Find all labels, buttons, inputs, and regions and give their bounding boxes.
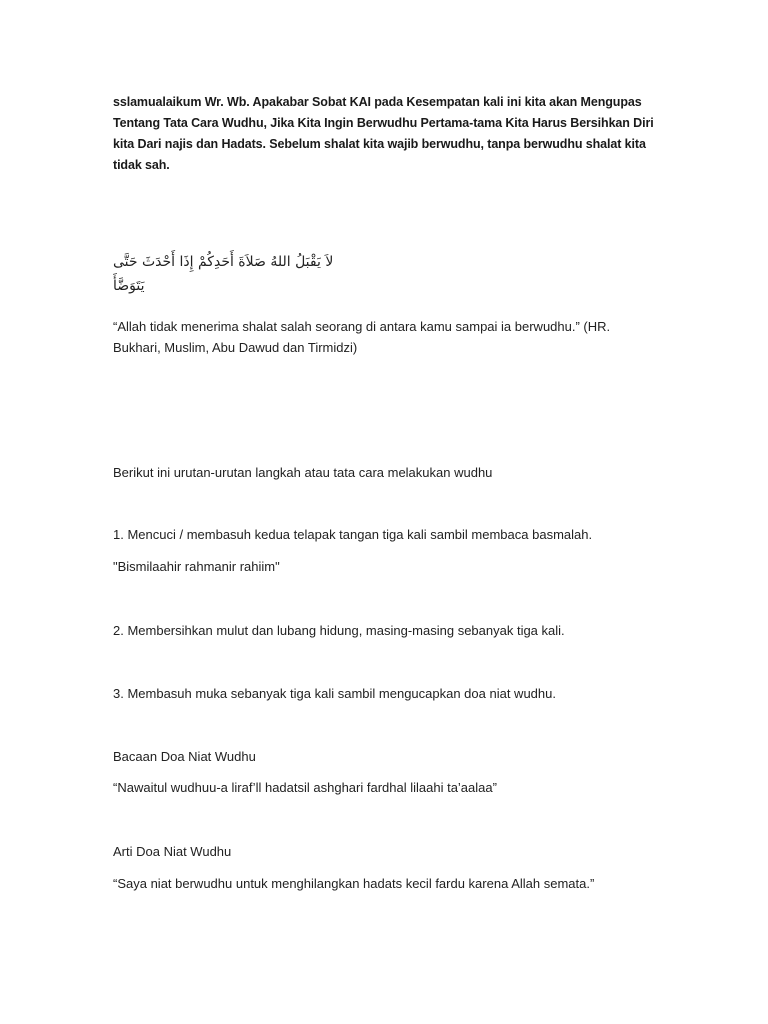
hadith-translation: “Allah tidak menerima shalat salah seorang di antara kamu sampai ia berwudhu.” (HR. Bukhari, Muslim, Abu Dawud dan Tirmidzi) — [113, 319, 611, 355]
basmalah-text: "Bismilaahir rahmanir rahiim" — [113, 559, 280, 574]
arti-doa-heading: Arti Doa Niat Wudhu — [113, 844, 232, 859]
doa-niat-heading: Bacaan Doa Niat Wudhu — [113, 749, 256, 764]
step-1: 1. Mencuci / membasuh kedua telapak tangan tiga kali sambil membaca basmalah. — [113, 527, 593, 542]
arti-doa-text: “Saya niat berwudhu untuk menghilangkan hadats kecil fardu karena Allah semata.” — [113, 876, 595, 891]
arabic-hadith: لاَ يَقْبَلُ اللهُ صَلاَةَ أَحَدِكُمْ إِذَا أَحْدَثَ حَتَّى يَتَوَضَّأَ — [113, 254, 334, 294]
step-3: 3. Membasuh muka sebanyak tiga kali sambil mengucapkan doa niat wudhu. — [113, 686, 556, 701]
steps-intro: Berikut ini urutan-urutan langkah atau tata cara melakukan wudhu — [113, 465, 493, 480]
intro-paragraph: sslamualaikum Wr. Wb. Apakabar Sobat KAI pada Kesempatan kali ini kita akan Mengupas Tentang Tata Cara Wudhu, Jika Kita Ingin Berwudhu Pertama-tama Kita Harus Bersihkan Diri kita Dari najis dan Hadats. Sebelum shalat kita wajib berwudhu, tanpa berwudhu shalat kita tidak sah. — [113, 95, 654, 172]
step-2: 2. Membersihkan mulut dan lubang hidung, masing-masing sebanyak tiga kali. — [113, 623, 565, 638]
doa-niat-text: “Nawaitul wudhuu-a liraf’ll hadatsil ashghari fardhal lilaahi ta’aalaa” — [113, 780, 497, 795]
